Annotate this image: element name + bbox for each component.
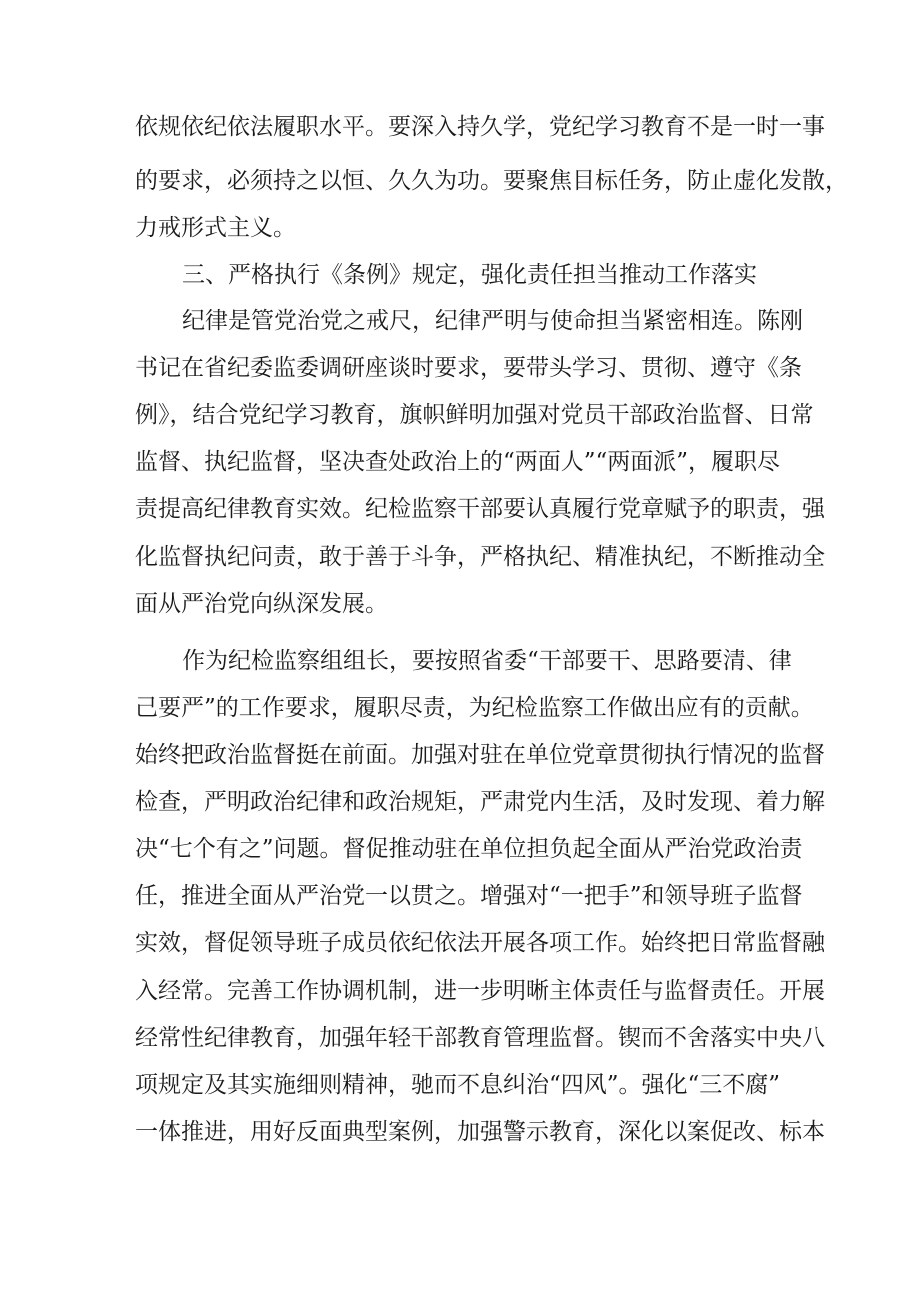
text-line: 化监督执纪问责，敢于善于斗争，严格执纪、精准执纪，不断推动全 xyxy=(135,544,825,570)
text-line: 决“七个有之”问题。督促推动驻在单位担负起全面从严治党政治责 xyxy=(135,836,803,862)
text-line: 经常性纪律教育，加强年轻干部教育管理监督。锲而不舍落实中央八 xyxy=(135,1025,825,1051)
text-line: 监督、执纪监督，坚决查处政治上的“两面人”“两面派”，履职尽 xyxy=(135,449,781,475)
text-line: 检查，严明政治纪律和政治规矩，严肃党内生活，及时发现、着力解 xyxy=(135,789,825,815)
text-line: 任，推进全面从严治党一以贯之。增强对“一把手”和领导班子监督 xyxy=(135,883,803,909)
text-line: 面从严治党向纵深发展。 xyxy=(135,591,388,617)
text-line: 例》，结合党纪学习教育，旗帜鲜明加强对党员干部政治监督、日常 xyxy=(135,402,814,428)
text-line: 责提高纪律教育实效。纪检监察干部要认真履行党章赋予的职责，强 xyxy=(135,496,825,522)
section-heading: 三、严格执行《条例》规定，强化责任担当推动工作落实 xyxy=(182,262,757,288)
text-line: 力戒形式主义。 xyxy=(135,215,296,241)
text-line: 的要求，必须持之以恒、久久为功。要聚焦目标任务，防止虚化发散， xyxy=(135,168,848,194)
text-line: 己要严”的工作要求，履职尽责，为纪检监察工作做出应有的贡献。 xyxy=(135,695,814,721)
text-line: 项规定及其实施细则精神，驰而不息纠治“四风”。强化“三不腐” xyxy=(135,1072,781,1098)
text-line: 入经常。完善工作协调机制，进一步明晰主体责任与监督责任。开展 xyxy=(135,978,825,1004)
text-line: 实效，督促领导班子成员依纪依法开展各项工作。始终把日常监督融 xyxy=(135,930,825,956)
text-line: 书记在省纪委监委调研座谈时要求，要带头学习、贯彻、遵守《条 xyxy=(135,355,802,381)
text-line: 始终把政治监督挺在前面。加强对驻在单位党章贯彻执行情况的监督 xyxy=(135,742,825,768)
text-line: 依规依纪依法履职水平。要深入持久学，党纪学习教育不是一时一事 xyxy=(135,114,825,140)
text-line: 作为纪检监察组组长，要按照省委“干部要干、思路要清、律 xyxy=(182,648,792,674)
text-line: 一体推进，用好反面典型案例，加强警示教育，深化以案促改、标本 xyxy=(135,1119,825,1145)
text-line: 纪律是管党治党之戒尺，纪律严明与使命担当紧密相连。陈刚 xyxy=(182,308,803,334)
